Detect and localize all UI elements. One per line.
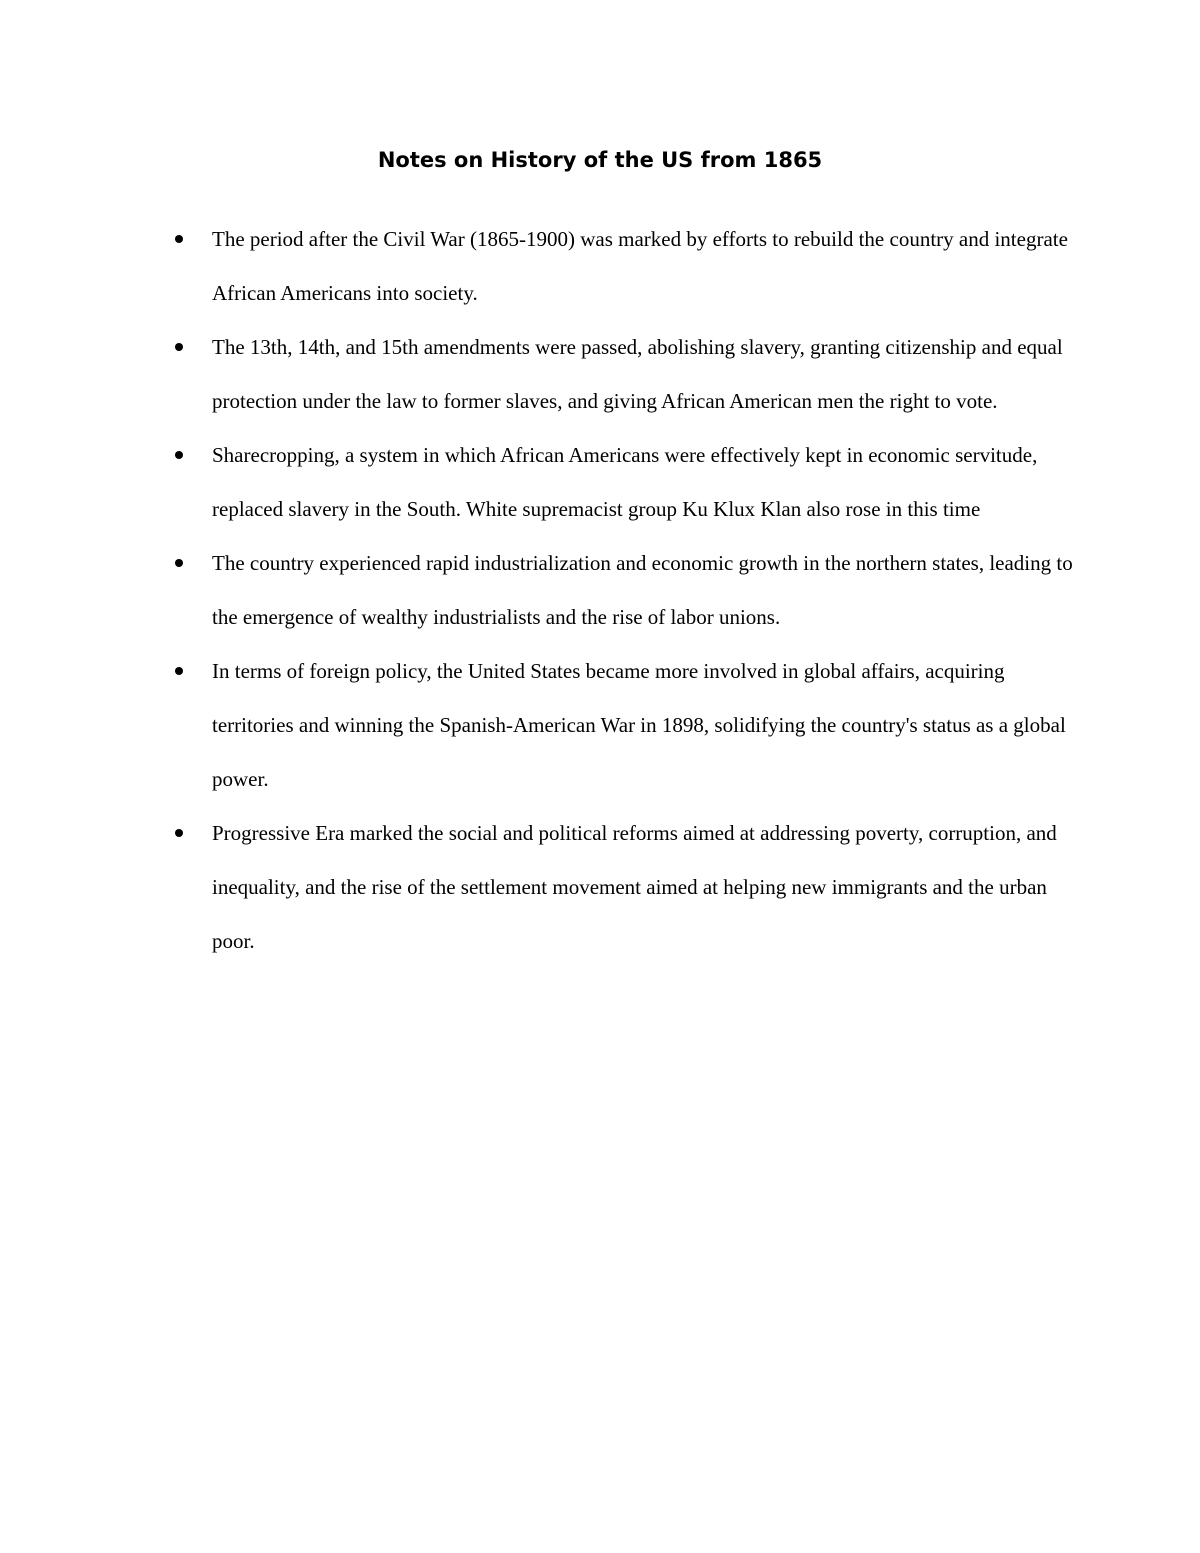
notes-list: [212, 212, 1082, 968]
note-item: [212, 806, 1082, 968]
note-text: Progressive Era marked the social and political reforms aimed at addressing poverty, corruption, and inequality, and the rise of the settlement movement aimed at helping new immigrants and the urban poor.: [212, 821, 1057, 953]
note-text: The 13th, 14th, and 15th amendments were passed, abolishing slavery, granting citizenship and equal protection under the law to former slaves, and giving African American men the right to vote.: [212, 335, 1063, 413]
bullet-icon: [175, 667, 183, 675]
note-text: The country experienced rapid industrialization and economic growth in the northern states, leading to the emergence of wealthy industrialists and the rise of labor unions.: [212, 551, 1073, 629]
bullet-icon: [175, 343, 183, 351]
bullet-icon: [175, 829, 183, 837]
note-text: The period after the Civil War (1865-1900) was marked by efforts to rebuild the country and integrate African Americans into society.: [212, 227, 1068, 305]
document-title: Notes on History of the US from 1865: [377, 148, 823, 172]
bullet-icon: [175, 451, 183, 459]
bullet-icon: [175, 559, 183, 567]
note-text: Sharecropping, a system in which African Americans were effectively kept in economic servitude, replaced slavery in the South. White supremacist group Ku Klux Klan also rose in this time: [212, 443, 1038, 521]
note-item: [212, 644, 1082, 806]
note-text: In terms of foreign policy, the United States became more involved in global affairs, acquiring territories and winning the Spanish-American War in 1898, solidifying the country's status as a global power.: [212, 659, 1066, 791]
bullet-icon: [175, 235, 183, 243]
note-item: [212, 536, 1082, 644]
note-item: [212, 428, 1082, 536]
note-item: [212, 212, 1082, 320]
note-item: [212, 320, 1082, 428]
